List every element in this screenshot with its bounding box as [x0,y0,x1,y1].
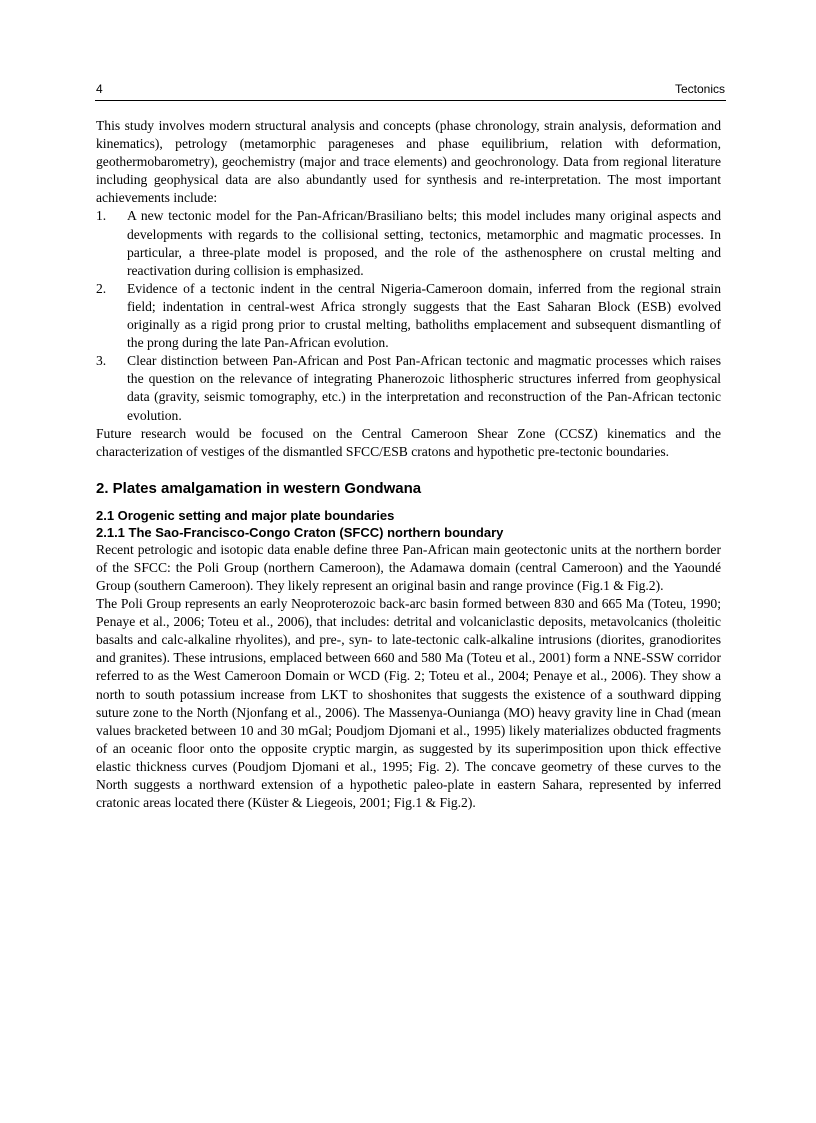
list-item-text: A new tectonic model for the Pan-African/Brasiliano belts; this model includes many original aspects and developments with regards to the collisional setting, tectonics, metamorphic and magmatic processes. In particular, a three-plate model is proposed, and the role of the asthenosphere on crustal melting and reactivation during collision is emphasized. [127,208,721,278]
list-item-number: 2. [96,280,107,296]
list-item-number: 3. [96,353,107,369]
page-number: 4 [96,82,103,96]
section-paragraph: The Poli Group represents an early Neoproterozoic back-arc basin formed between 830 and 665 Ma (Toteu, 1990; Penaye et al., 2006; Toteu et al., 2006), that includes: detrital and volcaniclastic deposits, metavolcanics (tholeitic basalts and calc-alkaline rhyolites), and pre-, syn- to late-tectonic calk-alkaline intrusions (diorites, granodiorites and granites). These intrusions, emplaced between 660 and 580 Ma (Toteu et al., 2001) form a NNE-SSW corridor referred to as the West Cameroon Domain or WCD (Fig. 2; Toteu et al., 2004; Penaye et al., 2006). They show a north to south potassium increase from LKT to shoshonites that suggests the existence of a southward dipping suture zone to the North (Njonfang et al., 2006). The Massenya-Ounianga (MO) heavy gravity line in Chad (mean values bracketed between 10 and 30 mGal; Poudjom Djomani et al., 1995) likely materializes obducted fragments of an oceanic floor onto the opposite cryptic margin, as suggested by its superimposition upon thick effective elastic thickness curves (Poudjom Djomani et al., 1995; Fig. 2). The concave geometry of these curves to the North suggests a northward extension of a hypothetic paleo-plate in eastern Sahara, represented by inferred cratonic areas located there (Küster & Liegeois, 2001; Fig.1 & Fig.2). [96,596,721,811]
list-item [96,352,721,424]
body-text [96,117,721,812]
intro-paragraph: This study involves modern structural analysis and concepts (phase chronology, strain analysis, deformation and kinematics), petrology (metamorphic parageneses and phase equilibrium, relation with deformation, geothermobarometry), geochemistry (major and trace elements) and geochronology. Data from regional literature including geophysical data are also abundantly used for synthesis and re-interpretation. The most important achievements include: [96,118,721,206]
running-header [95,82,726,101]
achievements-list [96,207,721,424]
section-heading: 2. Plates amalgamation in western Gondwana [96,479,422,497]
subsubsection-heading: 2.1.1 The Sao-Francisco-Congo Craton (SFCC) northern boundary [96,524,504,540]
list-item-text: Clear distinction between Pan-African and Post Pan-African tectonic and magmatic processes which raises the question on the relevance of integrating Phanerozoic lithospheric structures inferred from geophysical data (gravity, seismic tomography, etc.) in the interpretation and reconstruction of the Pan-African tectonic evolution. [127,353,721,423]
running-title: Tectonics [674,82,725,96]
list-item [96,207,721,279]
list-item-number: 1. [96,208,107,224]
list-item-text: Evidence of a tectonic indent in the central Nigeria-Cameroon domain, inferred from the regional strain field; indentation in central-west Africa strongly suggests that the East Saharan Block (ESB) evolved originally as a rigid prong prior to crustal melting, batholiths emplacement and subsequent dismantling of the prong during the late Pan-African evolution. [127,280,721,351]
subsection-heading: 2.1 Orogenic setting and major plate boundaries [96,507,395,523]
closing-paragraph: Future research would be focused on the Central Cameroon Shear Zone (CCSZ) kinematics and the characterization of vestiges of the dismantled SFCC/ESB cratons and hypothetic pre-tectonic boundaries. [96,425,721,459]
list-item [96,280,721,352]
section-paragraph: Recent petrologic and isotopic data enable define three Pan-African main geotectonic units at the northern border of the SFCC: the Poli Group (northern Cameroon), the Adamawa domain (central Cameroon) and the Yaoundé Group (southern Cameroon). They likely represent an original basin and range province (Fig.1 & Fig.2). [96,541,721,593]
